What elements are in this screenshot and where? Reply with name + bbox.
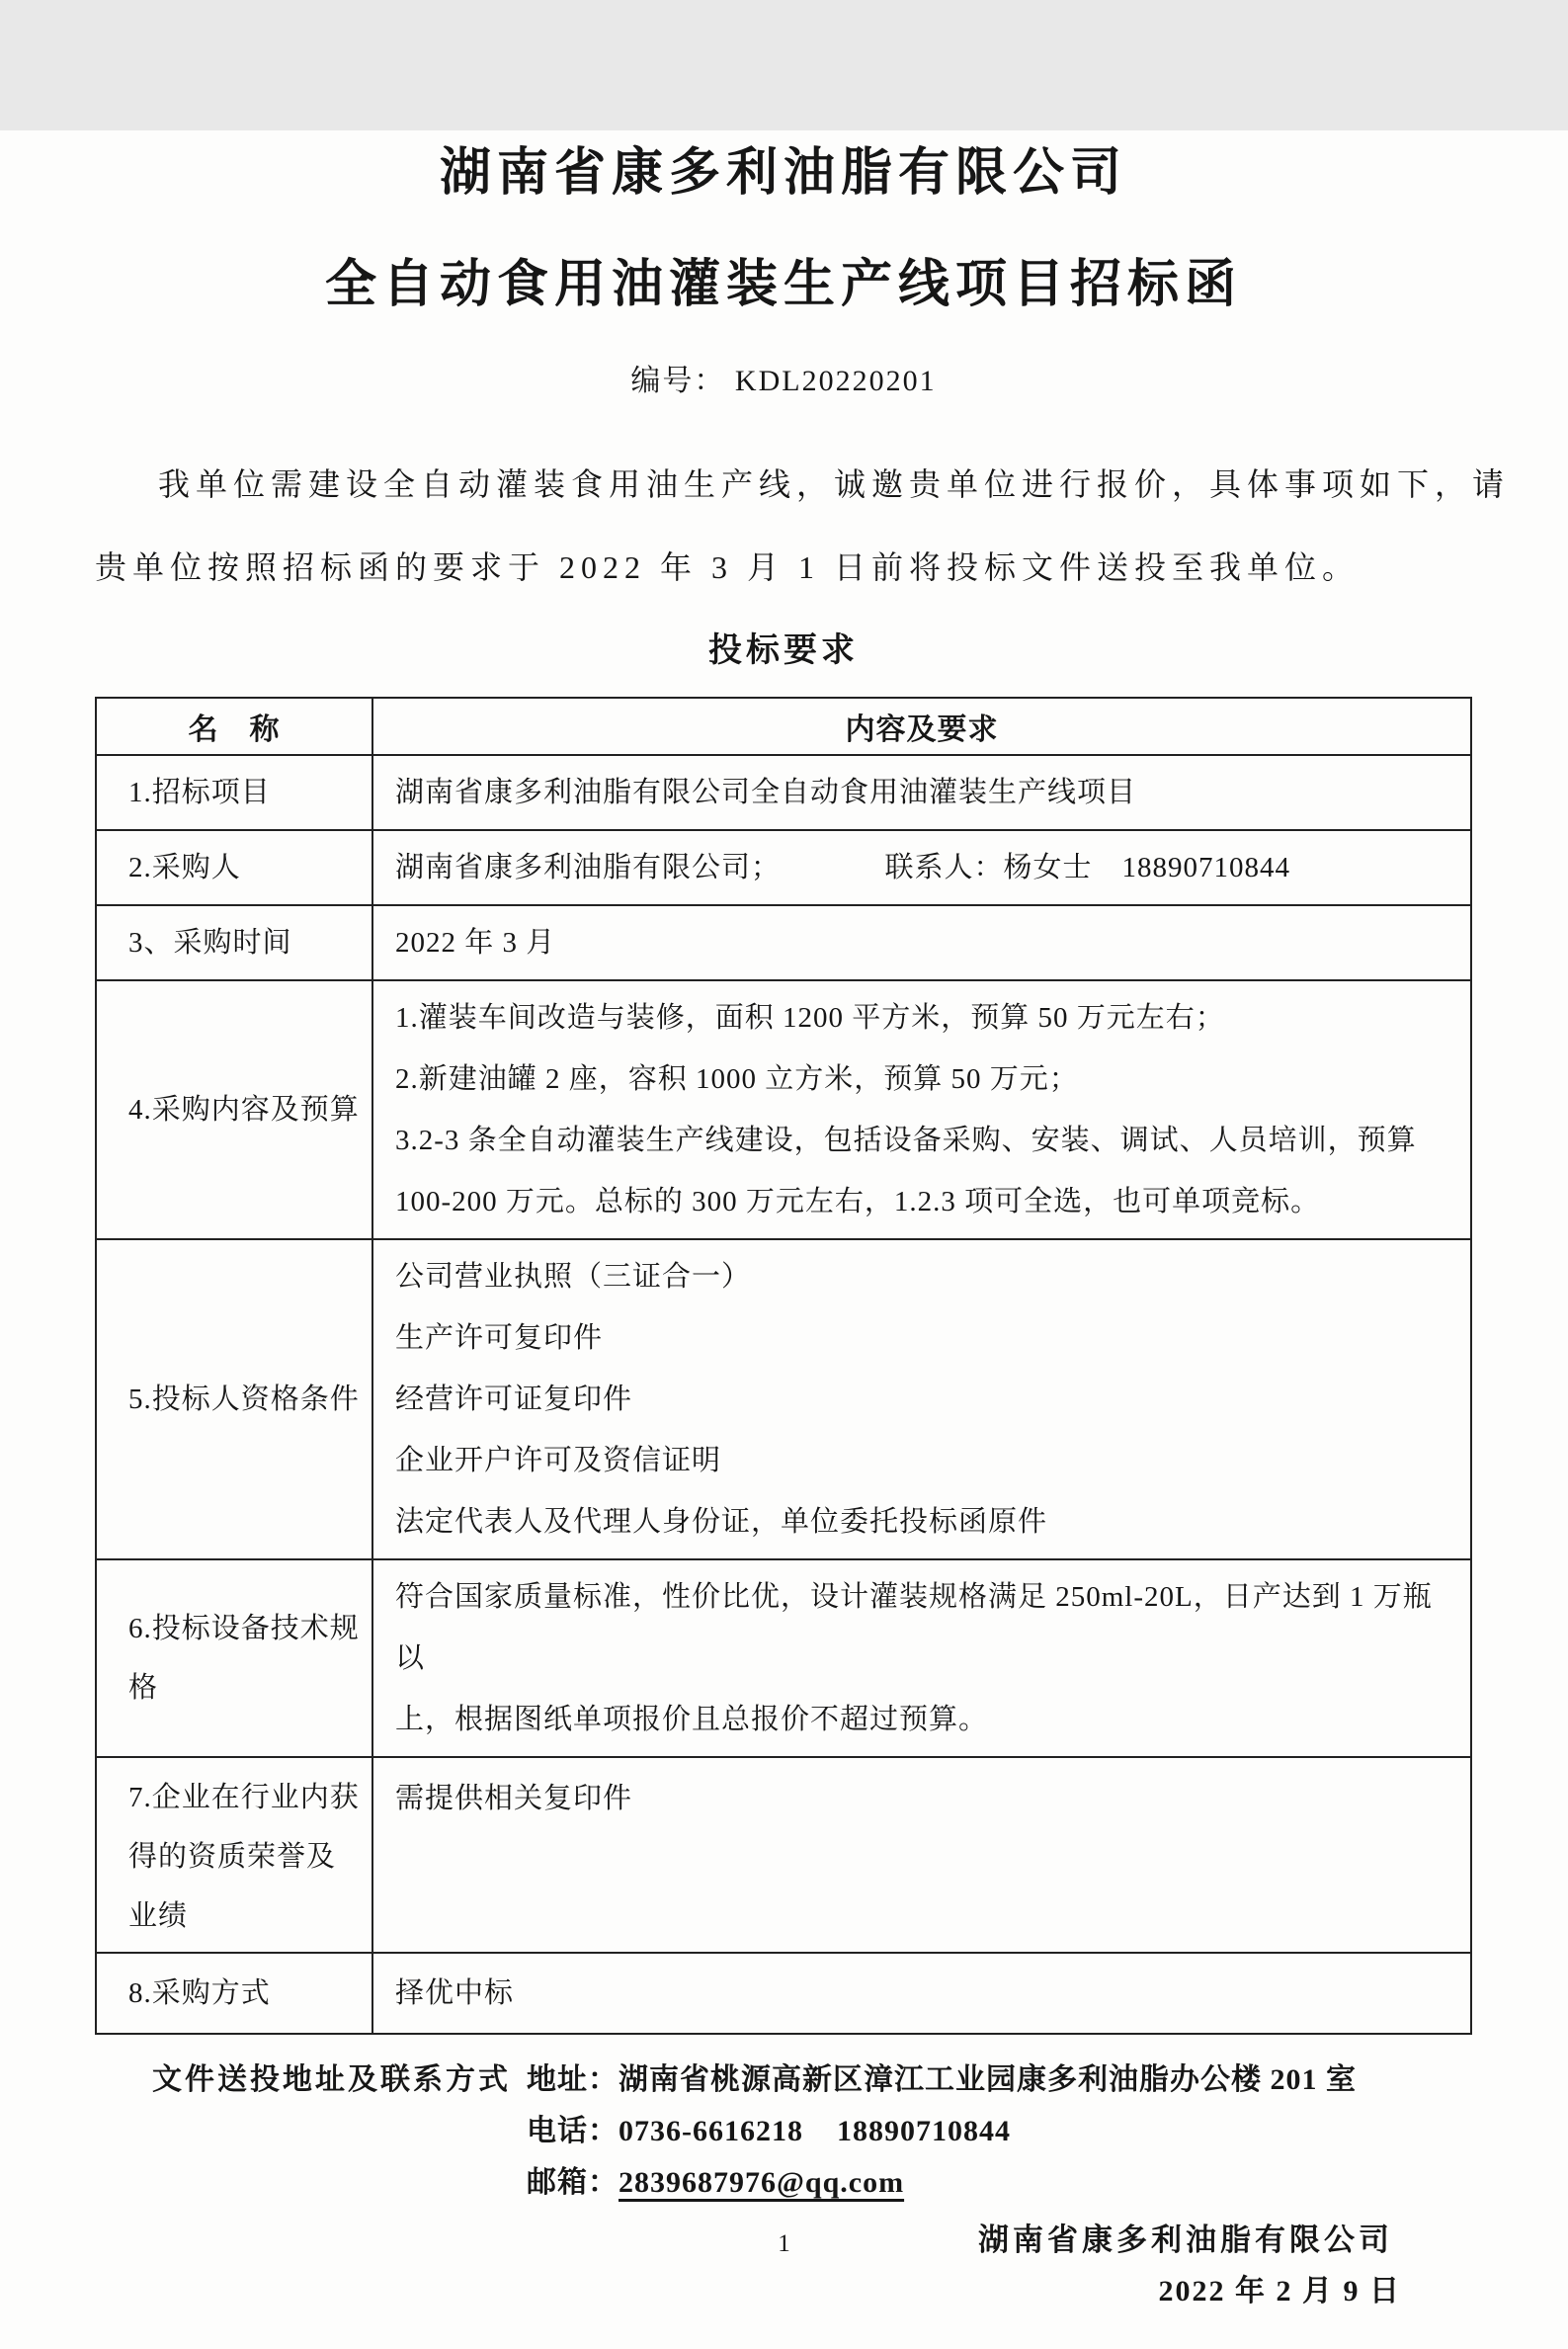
table-header-name: 名 称 bbox=[96, 698, 372, 755]
row-content bbox=[372, 1559, 1471, 1757]
signature-date: 2022 年 2 月 9 日 bbox=[1158, 2275, 1401, 2307]
row-content bbox=[372, 1239, 1471, 1559]
table-row bbox=[96, 755, 1471, 830]
document-title: 湖南省康多利油脂有限公司 bbox=[439, 144, 1127, 202]
content-line: 100-200 万元。总标的 300 万元左右，1.2.3 项可全选，也可单项竞标。 bbox=[395, 1186, 1321, 1217]
document-number-value: KDL20220201 bbox=[734, 365, 937, 397]
row-content bbox=[372, 980, 1471, 1239]
table-row bbox=[96, 1757, 1471, 1953]
row-content bbox=[372, 830, 1471, 905]
content-line: 湖南省康多利油脂有限公司全自动食用油灌装生产线项目 bbox=[395, 777, 1137, 808]
contact-email-line bbox=[527, 2157, 1357, 2209]
row-content bbox=[372, 1953, 1471, 2034]
document-subtitle: 全自动食用油灌装生产线项目招标函 bbox=[324, 256, 1242, 313]
signature-company: 湖南省康多利油脂有限公司 bbox=[978, 2223, 1393, 2257]
intro-line-1: 我单位需建设全自动灌装食用油生产线，诚邀贵单位进行报价，具体事项如下，请 bbox=[158, 466, 1511, 502]
section-title: 投标要求 bbox=[708, 632, 859, 669]
contact-label: 文件送投地址及联系方式 bbox=[152, 2063, 511, 2096]
row-content bbox=[372, 1757, 1471, 1953]
document-page bbox=[0, 130, 1568, 2349]
table-row bbox=[96, 1953, 1471, 2034]
contact-email-address: 2839687976@qq.com bbox=[619, 2166, 905, 2199]
contact-block bbox=[95, 2055, 1472, 2209]
content-line: 3.2-3 条全自动灌装生产线建设，包括设备采购、安装、调试、人员培训，预算 bbox=[395, 1125, 1417, 1156]
content-line: 企业开户许可及资信证明 bbox=[395, 1445, 722, 1476]
content-line: 需提供相关复印件 bbox=[395, 1783, 633, 1814]
row-name: 7.企业在行业内获得的资质荣誉及业绩 bbox=[96, 1757, 372, 1953]
contact-phone: 电话：0736-6616218 18890710844 bbox=[527, 2115, 1011, 2147]
document-number-line bbox=[95, 356, 1472, 399]
row-name: 1.招标项目 bbox=[96, 755, 372, 830]
table-row bbox=[96, 905, 1471, 980]
table-row bbox=[96, 980, 1471, 1239]
row-name: 4.采购内容及预算 bbox=[96, 980, 372, 1239]
row-content bbox=[372, 905, 1471, 980]
contact-address: 地址：湖南省桃源高新区漳江工业园康多利油脂办公楼 201 室 bbox=[527, 2063, 1357, 2096]
row-name: 2.采购人 bbox=[96, 830, 372, 905]
intro-paragraph bbox=[95, 443, 1511, 609]
content-line: 生产许可复印件 bbox=[395, 1322, 604, 1354]
table-header-row bbox=[96, 698, 1471, 755]
row-name: 6.投标设备技术规格 bbox=[96, 1559, 372, 1757]
document-number-label: 编号： bbox=[630, 365, 726, 397]
intro-line-2: 贵单位按照招标函的要求于 2022 年 3 月 1 日前将投标文件送投至我单位。 bbox=[95, 549, 1361, 585]
document-content bbox=[0, 130, 1568, 2317]
content-line: 2.新建油罐 2 座，容积 1000 立方米，预算 50 万元； bbox=[395, 1063, 1079, 1095]
content-line: 符合国家质量标准，性价比优，设计灌装规格满足 250ml-20L，日产达到 1 万瓶以 bbox=[395, 1581, 1433, 1674]
content-line: 公司营业执照（三证合一） bbox=[395, 1261, 752, 1293]
content-line: 经营许可证复印件 bbox=[395, 1384, 633, 1415]
table-row bbox=[96, 1239, 1471, 1559]
table-row bbox=[96, 1559, 1471, 1757]
table-row bbox=[96, 830, 1471, 905]
contact-email-label: 邮箱： bbox=[527, 2166, 619, 2199]
content-line: 湖南省康多利油脂有限公司； 联系人：杨女士 18890710844 bbox=[395, 852, 1291, 883]
row-content bbox=[372, 755, 1471, 830]
row-name: 8.采购方式 bbox=[96, 1953, 372, 2034]
row-name: 3、采购时间 bbox=[96, 905, 372, 980]
content-line: 法定代表人及代理人身份证，单位委托投标函原件 bbox=[395, 1506, 1048, 1538]
page-number: 1 bbox=[778, 2230, 790, 2257]
contact-details bbox=[527, 2055, 1357, 2209]
content-line: 1.灌装车间改造与装修，面积 1200 平方米，预算 50 万元左右； bbox=[395, 1002, 1225, 1034]
row-name: 5.投标人资格条件 bbox=[96, 1239, 372, 1559]
requirements-table bbox=[95, 697, 1472, 2035]
table-header-requirement: 内容及要求 bbox=[372, 698, 1471, 755]
content-line: 上，根据图纸单项报价且总报价不超过预算。 bbox=[395, 1704, 989, 1735]
content-line: 2022 年 3 月 bbox=[395, 927, 556, 959]
content-line: 择优中标 bbox=[395, 1977, 515, 2009]
